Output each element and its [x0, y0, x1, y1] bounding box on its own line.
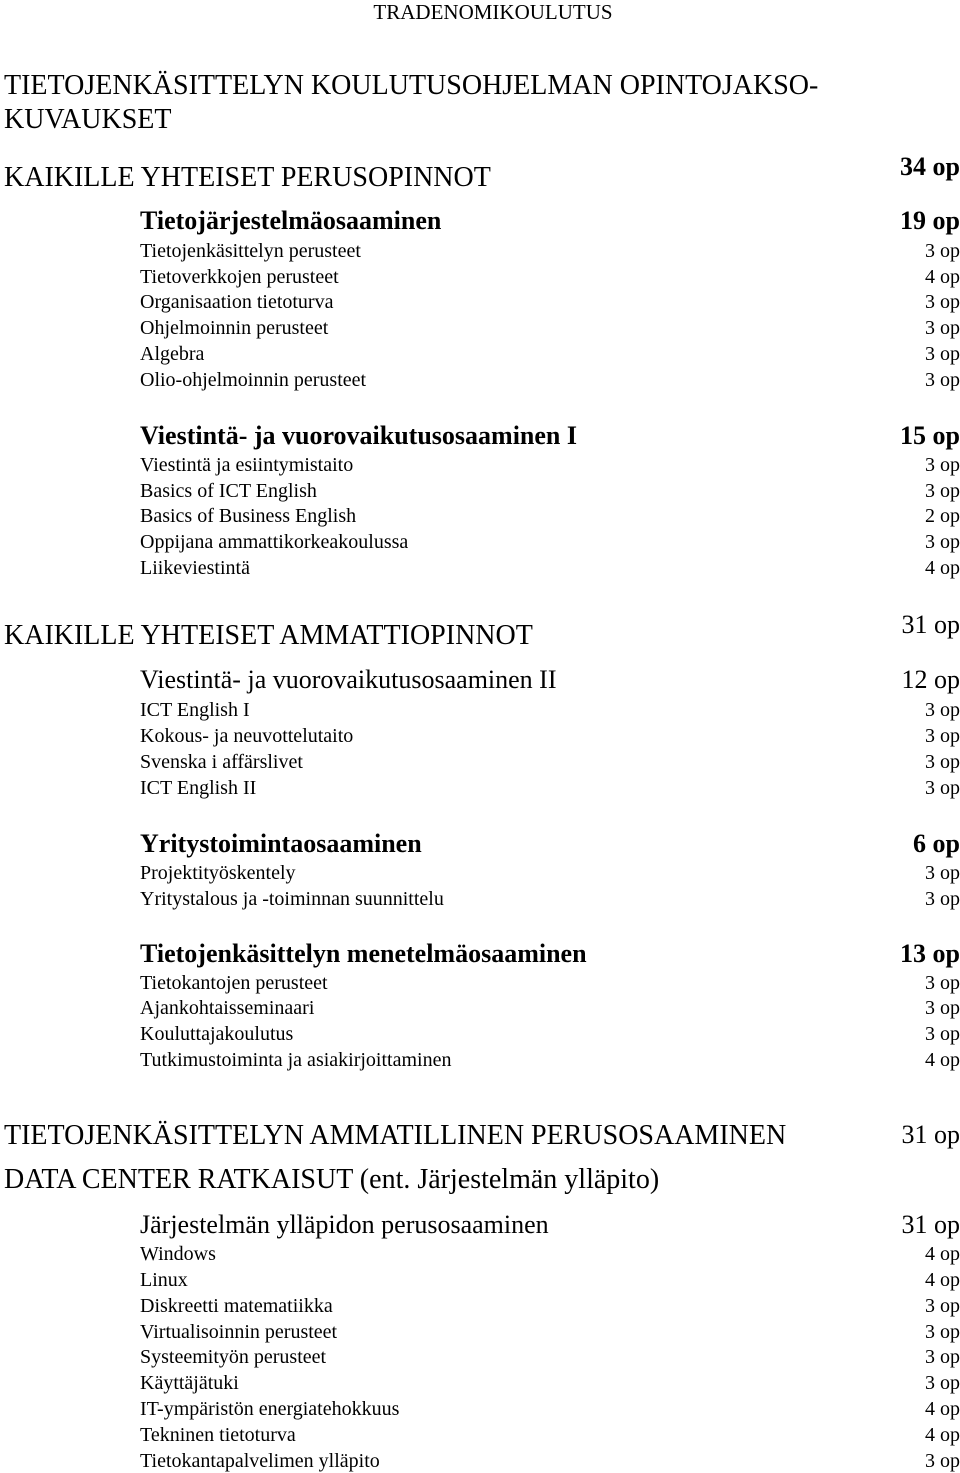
course-name: Organisaation tietoturva [140, 291, 334, 313]
group-credits: 6 op [913, 829, 960, 858]
course-credits: 3 op [925, 725, 960, 747]
section-heading: KAIKILLE YHTEISET PERUSOPINNOT [4, 162, 491, 193]
course-name: ICT English II [140, 777, 257, 799]
course-credits: 3 op [925, 972, 960, 994]
group-heading: Viestintä- ja vuorovaikutusosaaminen II [140, 665, 557, 694]
course-credits: 4 op [925, 1269, 960, 1291]
group-heading: Tietojenkäsittelyn menetelmäosaaminen [140, 939, 587, 968]
course-name: Linux [140, 1269, 188, 1291]
course-credits: 3 op [925, 369, 960, 391]
course-credits: 3 op [925, 777, 960, 799]
course-credits: 3 op [925, 1321, 960, 1343]
course-credits: 4 op [925, 266, 960, 288]
course-credits: 3 op [925, 317, 960, 339]
course-name: Tietoverkkojen perusteet [140, 266, 339, 288]
course-name: Projektityöskentely [140, 862, 296, 884]
course-name: Kouluttajakoulutus [140, 1023, 294, 1045]
course-name: Olio-ohjelmoinnin perusteet [140, 369, 367, 391]
group-credits: 19 op [900, 206, 960, 235]
course-credits: 3 op [925, 480, 960, 502]
course-credits: 3 op [925, 343, 960, 365]
course-credits: 3 op [925, 751, 960, 773]
course-credits: 3 op [925, 1346, 960, 1368]
course-credits: 3 op [925, 291, 960, 313]
course-credits: 3 op [925, 454, 960, 476]
group-heading: Yritystoimintaosaaminen [140, 829, 422, 858]
course-name: Ohjelmoinnin perusteet [140, 317, 329, 339]
course-credits: 4 op [925, 1398, 960, 1420]
course-credits: 4 op [925, 1049, 960, 1071]
course-name: Systeemityön perusteet [140, 1346, 327, 1368]
course-name: Oppijana ammattikorkeakoulussa [140, 531, 409, 553]
course-name: Virtualisoinnin perusteet [140, 1321, 338, 1343]
course-name: Yritystalous ja -toiminnan suunnittelu [140, 888, 444, 910]
course-credits: 3 op [925, 1372, 960, 1394]
group-credits: 15 op [900, 421, 960, 450]
document-title-line-2: KUVAUKSET [4, 104, 172, 135]
course-name: Liikeviestintä [140, 557, 250, 579]
section-heading: DATA CENTER RATKAISUT (ent. Järjestelmän ylläpito) [4, 1164, 660, 1195]
course-credits: 3 op [925, 1450, 960, 1472]
section-credits: 31 op [901, 1120, 960, 1149]
section-credits: 34 op [900, 152, 960, 181]
course-name: ICT English I [140, 699, 250, 721]
course-name: IT-ympäristön energiatehokkuus [140, 1398, 400, 1420]
course-name: Basics of Business English [140, 505, 357, 527]
course-credits: 3 op [925, 888, 960, 910]
course-name: Algebra [140, 343, 205, 365]
course-name: Tietokantapalvelimen ylläpito [140, 1450, 380, 1472]
course-name: Tutkimustoiminta ja asiakirjoittaminen [140, 1049, 452, 1071]
course-name: Windows [140, 1243, 216, 1265]
course-name: Diskreetti matematiikka [140, 1295, 333, 1317]
course-credits: 2 op [925, 505, 960, 527]
course-name: Ajankohtaisseminaari [140, 997, 315, 1019]
course-credits: 3 op [925, 1023, 960, 1045]
course-credits: 3 op [925, 1295, 960, 1317]
page-header: TRADENOMIKOULUTUS [373, 0, 613, 24]
course-credits: 4 op [925, 557, 960, 579]
group-heading: Viestintä- ja vuorovaikutusosaaminen I [140, 421, 577, 450]
course-name: Tekninen tietoturva [140, 1424, 296, 1446]
section-heading: KAIKILLE YHTEISET AMMATTIOPINNOT [4, 620, 533, 651]
course-credits: 4 op [925, 1243, 960, 1265]
course-credits: 3 op [925, 240, 960, 262]
group-heading: Tietojärjestelmäosaaminen [140, 206, 442, 235]
section-credits: 31 op [901, 610, 960, 639]
group-credits: 13 op [900, 939, 960, 968]
course-name: Viestintä ja esiintymistaito [140, 454, 354, 476]
group-credits: 12 op [901, 665, 960, 694]
course-name: Svenska i affärslivet [140, 751, 303, 773]
course-credits: 3 op [925, 862, 960, 884]
course-credits: 3 op [925, 699, 960, 721]
group-heading: Järjestelmän ylläpidon perusosaaminen [140, 1210, 549, 1239]
document-title-line-1: TIETOJENKÄSITTELYN KOULUTUSOHJELMAN OPINTOJAKSO- [4, 70, 819, 101]
course-name: Basics of ICT English [140, 480, 317, 502]
course-credits: 4 op [925, 1424, 960, 1446]
course-name: Tietojenkäsittelyn perusteet [140, 240, 361, 262]
group-credits: 31 op [901, 1210, 960, 1239]
section-heading: TIETOJENKÄSITTELYN AMMATILLINEN PERUSOSAAMINEN [4, 1120, 787, 1151]
course-credits: 3 op [925, 997, 960, 1019]
course-name: Kokous- ja neuvottelutaito [140, 725, 354, 747]
course-name: Käyttäjätuki [140, 1372, 239, 1394]
course-name: Tietokantojen perusteet [140, 972, 328, 994]
course-credits: 3 op [925, 531, 960, 553]
